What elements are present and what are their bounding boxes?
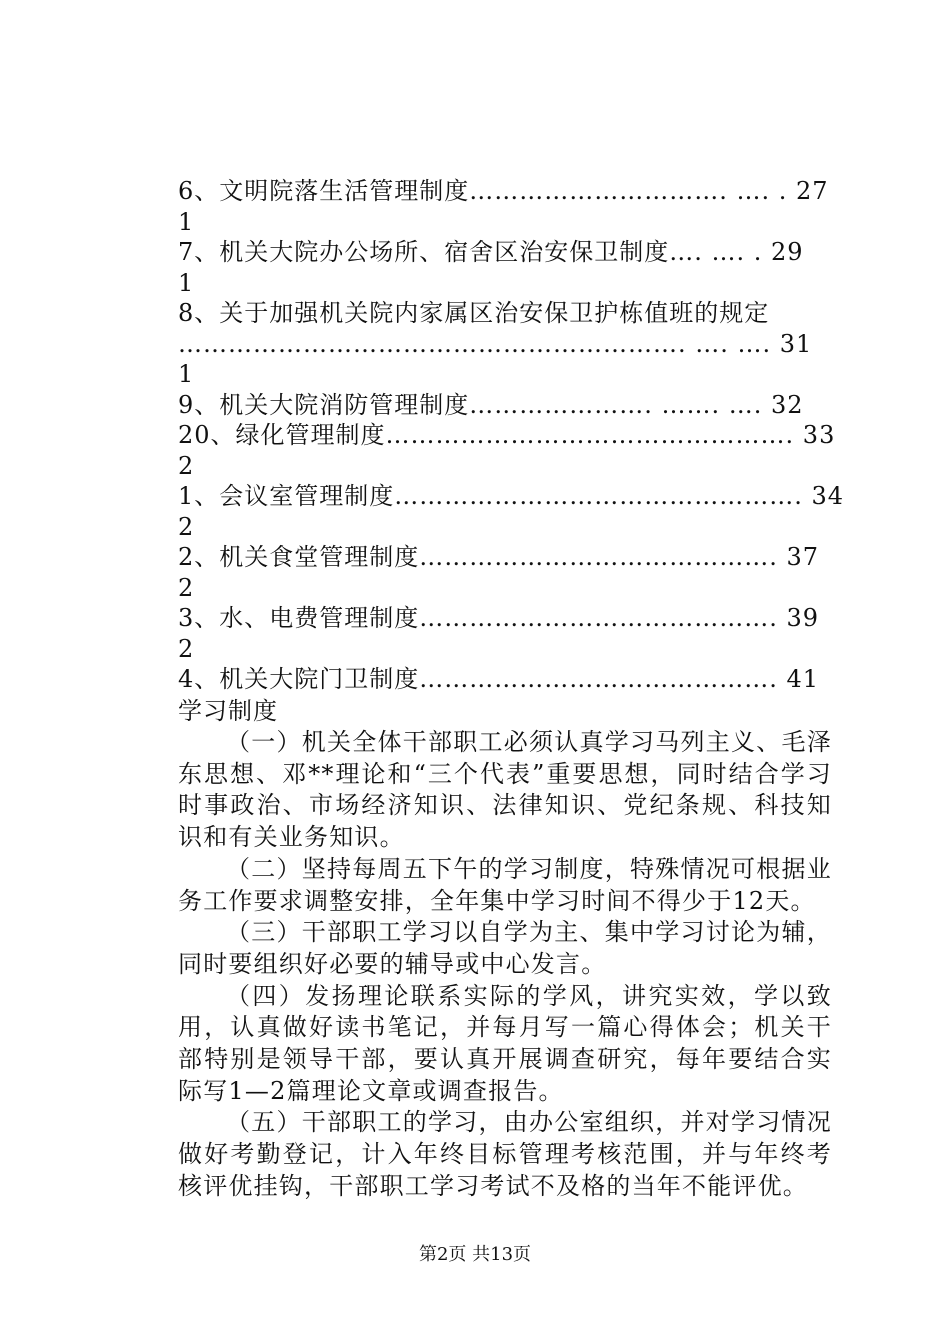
- page-footer: 第2页 共13页: [418, 1244, 532, 1265]
- toc-line: 8、关于加强机关院内家属区治安保卫护栋值班的规定: [178, 299, 770, 327]
- paragraph: （二）坚持每周五下午的学习制度，特殊情况可根据业务工作要求调整安排，全年集中学习时间不得少于12天。: [178, 854, 832, 915]
- toc-line: 2: [178, 451, 195, 480]
- toc-line: 3、水、电费管理制度……………………………………. 39: [178, 604, 820, 632]
- toc-line: 1、会议室管理制度…………………………………………. 34: [178, 482, 845, 510]
- toc-line: 7、机关大院办公场所、宿舍区治安保卫制度…. …. . 29: [178, 238, 804, 266]
- toc-line: 6、文明院落生活管理制度…………………………. …. . 27: [178, 177, 829, 205]
- toc-line: 1: [178, 360, 195, 388]
- paragraphs: [178, 727, 832, 1203]
- toc-line: 1: [178, 268, 195, 297]
- toc-line: 20、绿化管理制度…………………………………………. 33: [178, 421, 836, 449]
- toc-line: ……………………………………………………. …. …. 31: [178, 329, 813, 358]
- toc-line: 2、机关食堂管理制度……………………………………. 37: [178, 543, 820, 571]
- table-of-contents: [178, 176, 845, 695]
- toc-line: 2: [178, 512, 195, 541]
- toc-line: 9、机关大院消防管理制度…………………. ……. …. 32: [178, 390, 804, 419]
- toc-line: 2: [178, 634, 195, 663]
- paragraph: （五）干部职工的学习，由办公室组织，并对学习情况做好考勤登记，计入年终目标管理考核范围，并与年终考核评优挂钩，干部职工学习考试不及格的当年不能评优。: [178, 1108, 832, 1200]
- section-title: 学习制度: [178, 697, 278, 725]
- study-rules-section: [178, 696, 838, 727]
- paragraph: （四）发扬理论联系实际的学风，讲究实效，学以致用，认真做好读书笔记，并每月写一篇心得体会；机关干部特别是领导干部，要认真开展调查研究，每年要结合实际写1—2篇理论文章或调查报告。: [178, 981, 832, 1105]
- toc-line: 1: [178, 207, 195, 236]
- toc-line: 2: [178, 573, 195, 602]
- paragraph: （一）机关全体干部职工必须认真学习马列主义、毛泽东思想、邓**理论和“三个代表”重要思想，同时结合学习时事政治、市场经济知识、法律知识、党纪条规、科技知识和有关业务知识。: [178, 728, 832, 852]
- paragraph: （三）干部职工学习以自学为主、集中学习讨论为辅，同时要组织好必要的辅导或中心发言。: [178, 918, 832, 978]
- toc-line: 4、机关大院门卫制度……………………………………. 41: [178, 665, 820, 693]
